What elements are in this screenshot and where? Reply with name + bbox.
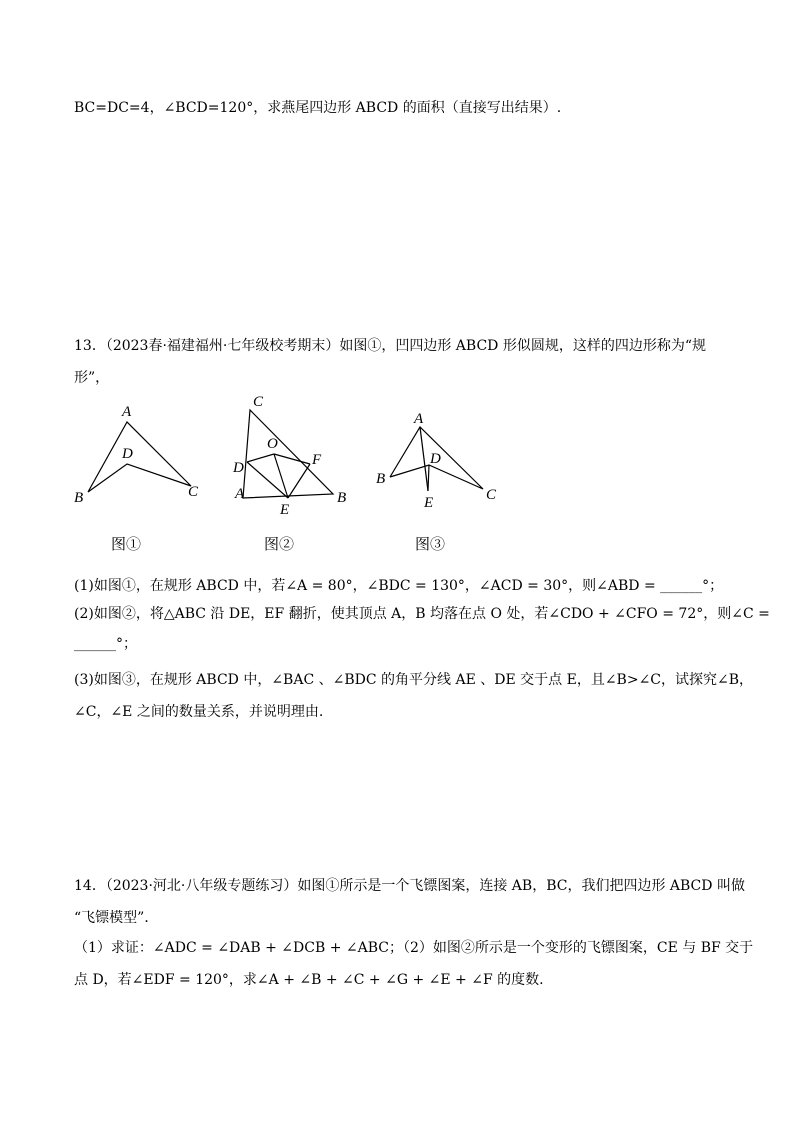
q14-line2: “飞镖模型”．	[74, 910, 159, 926]
figure-3-label-d: D	[430, 451, 441, 467]
figure-3-label-b: B	[376, 471, 386, 487]
figure-3-line-ae	[420, 427, 428, 491]
q14-line3: （1）求证：∠ADC = ∠DAB + ∠DCB + ∠ABC；（2）如图②所示是一个变形的飞镖图案，CE 与 BF 交于	[74, 940, 754, 956]
figure-2-caption: 图②	[264, 535, 295, 553]
problem-12-tail: BC=DC=4，∠BCD=120°，求燕尾四边形 ABCD 的面积（直接写出结果）.	[74, 100, 562, 116]
figure-1-diagram	[66, 400, 216, 510]
figure-2-label-b: B	[337, 490, 347, 506]
figure-2-diagram	[225, 390, 355, 520]
figure-2-label-f: F	[312, 452, 322, 468]
figure-1	[66, 400, 216, 510]
figure-3-label-a: A	[414, 411, 424, 427]
figure-1-quadrilateral	[88, 422, 191, 492]
figure-1-label-d: D	[122, 446, 133, 462]
q14-line4: 点 D，若∠EDF = 120°，求∠A + ∠B + ∠C + ∠G + ∠E + ∠F 的度数.	[74, 972, 544, 988]
q14-line1: 14．（2023·河北·八年级专题练习）如图①所示是一个飞镖图案，连接 AB，BC，我们把四边形 ABCD 叫做	[74, 878, 745, 894]
figure-2-line-of	[274, 454, 310, 464]
figure-2-label-c: C	[253, 394, 264, 410]
figure-3-diagram	[370, 405, 510, 515]
figure-1-label-b: B	[74, 490, 84, 506]
figure-2-line-do	[247, 454, 274, 462]
figure-1-label-c: C	[188, 484, 199, 500]
figure-1-label-a: A	[122, 404, 132, 420]
figure-3-label-e: E	[424, 495, 434, 511]
figure-2-label-a: A	[235, 486, 245, 502]
figure-3	[370, 405, 510, 515]
figure-2-label-e: E	[280, 502, 290, 518]
q13-part1: (1)如图①，在规形 ABCD 中，若∠A = 80°，∠BDC = 130°，∠ACD = 30°，则∠ABD = ______°；	[74, 578, 724, 594]
q13-part2-line1: (2)如图②，将△ABC 沿 DE，EF 翻折，使其顶点 A，B 均落在点 O 处，若∠CDO + ∠CFO = 72°，则∠C =	[74, 606, 770, 622]
figure-2-label-d: D	[233, 460, 244, 476]
q13-part2-line2: ______°；	[74, 636, 137, 652]
figure-2-label-o: O	[267, 436, 278, 452]
q13-intro-line2: 形”，	[74, 370, 110, 386]
figure-3-label-c: C	[486, 487, 497, 503]
figure-3-caption: 图③	[415, 535, 446, 553]
figure-2-line-ef	[288, 464, 310, 498]
q13-part3-line2: ∠C，∠E 之间的数量关系，并说明理由.	[74, 704, 324, 720]
figure-2	[225, 390, 355, 520]
q13-intro-line1: 13．（2023春·福建福州·七年级校考期末）如图①，凹四边形 ABCD 形似圆规，这样的四边形称为“规	[74, 338, 706, 354]
figure-3-line-de	[428, 465, 429, 491]
figure-1-caption: 图①	[111, 535, 142, 553]
q13-part3-line1: (3)如图③，在规形 ABCD 中，∠BAC 、∠BDC 的角平分线 AE 、DE 交于点 E，且∠B>∠C，试探究∠B，	[74, 672, 754, 688]
